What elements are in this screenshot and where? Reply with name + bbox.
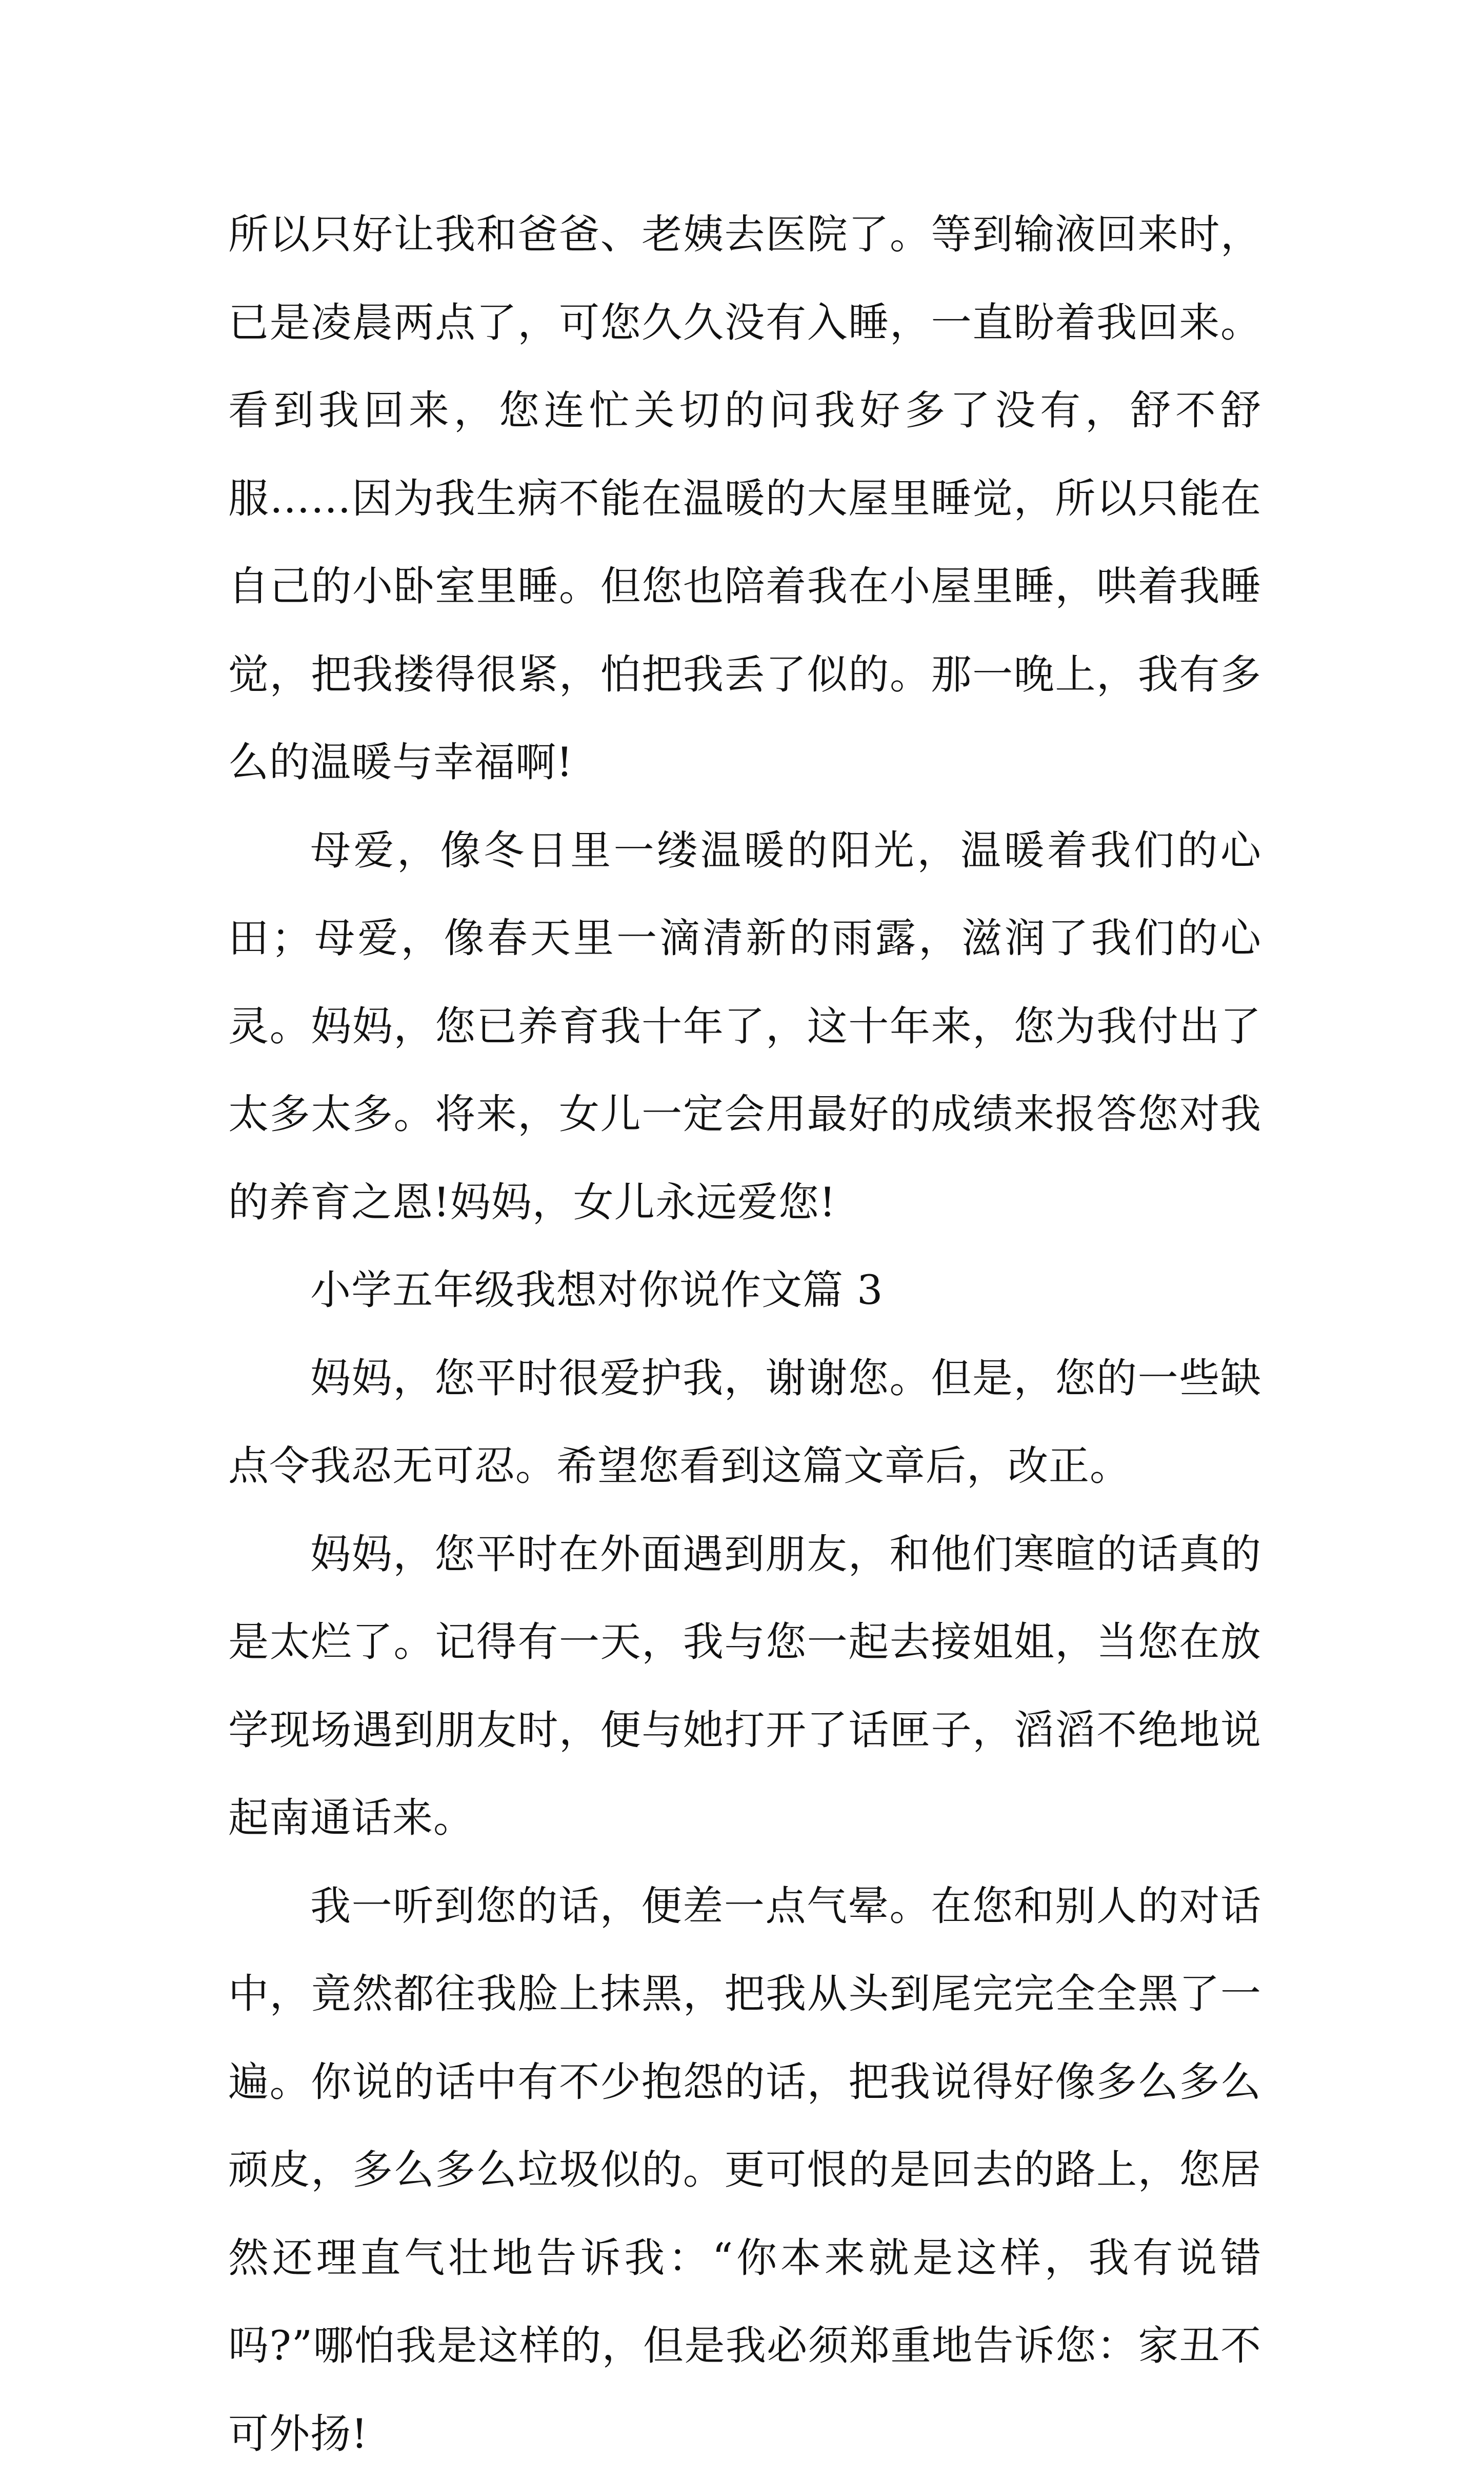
paragraph-continued: 所以只好让我和爸爸、老姨去医院了。等到输液回来时，已是凌晨两点了，可您久久没有入睡，一直盼着我回来。看到我回来，您连忙关切的问我好多了没有，舒不舒服……因为我生病不能在温暖的大屋里睡觉，所以只能在自己的小卧室里睡。但您也陪着我在小屋里睡，哄着我睡觉，把我搂得很紧，怕把我丢了似的。那一晚上，我有多么的温暖与幸福啊! <box>228 191 1261 807</box>
section-title: 小学五年级我想对你说作文篇 3 <box>228 1246 1261 1335</box>
paragraph-intro: 妈妈，您平时很爱护我，谢谢您。但是，您的一些缺点令我忍无可忍。希望您看到这篇文章后，改正。 <box>228 1335 1261 1511</box>
document-body <box>228 191 1261 2478</box>
paragraph-greeting-friends: 妈妈，您平时在外面遇到朋友，和他们寒暄的话真的是太烂了。记得有一天，我与您一起去接姐姐，当您在放学现场遇到朋友时，便与她打开了话匣子，滔滔不绝地说起南通话来。 <box>228 1511 1261 1862</box>
paragraph-mother-love: 母爱，像冬日里一缕温暖的阳光，温暖着我们的心田；母爱，像春天里一滴清新的雨露，滋润了我们的心灵。妈妈，您已养育我十年了，这十年来，您为我付出了太多太多。将来，女儿一定会用最好的成绩来报答您对我的养育之恩!妈妈，女儿永远爱您! <box>228 807 1261 1247</box>
paragraph-complaint: 我一听到您的话，便差一点气晕。在您和别人的对话中，竟然都往我脸上抹黑，把我从头到尾完完全全黑了一遍。你说的话中有不少抱怨的话，把我说得好像多么多么顽皮，多么多么垃圾似的。更可恨的是回去的路上，您居然还理直气壮地告诉我：“你本来就是这样，我有说错吗?”哪怕我是这样的，但是我必须郑重地告诉您：家丑不可外扬! <box>228 1862 1261 2478</box>
